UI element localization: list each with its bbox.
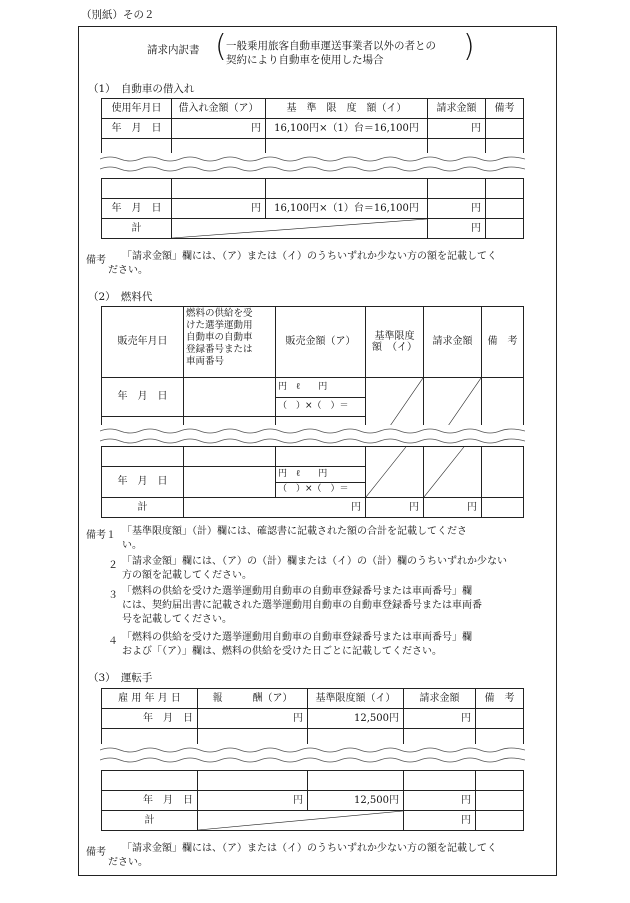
section3-heading: （3） 運転手: [88, 672, 153, 684]
total-remark: [476, 811, 524, 831]
section1-table-bottom: [101, 178, 524, 239]
col-limit: 基 準 限 度 額（イ）: [266, 99, 428, 119]
row-date: 年 月 日: [102, 791, 198, 811]
section2-table-top: [101, 306, 524, 437]
col-limit-line2: 額 （イ）: [372, 342, 417, 353]
row-claim: 円: [428, 199, 486, 219]
title-condition-line1: 一般乗用旅客自動車運送事業者以外の者との: [226, 40, 436, 52]
col-limit: [366, 307, 424, 378]
col-limit-line1: 基準限度: [374, 330, 415, 342]
row-claim-diagonal: [424, 447, 482, 498]
table-break: [100, 153, 525, 175]
col-claim: 請求金額: [424, 307, 482, 378]
table-row: [102, 378, 524, 398]
section2-note3-label: ３: [108, 590, 118, 601]
row-claim: 円: [404, 709, 476, 729]
col-vehicle-reg: [184, 307, 276, 378]
section2-heading: （2） 燃料代: [88, 291, 153, 303]
table-header-row: [102, 689, 524, 709]
table-header-row: [102, 307, 524, 378]
table-row: [102, 199, 524, 219]
total-claim: 円: [404, 811, 476, 831]
total-diagonal-cell: [198, 811, 404, 831]
table-row-empty: [102, 771, 524, 791]
section2-note1-label: 備考１: [86, 530, 116, 541]
total-label: 計: [102, 498, 184, 518]
section2-note3-line1: 「燃料の供給を受けた選挙運動用自動車の自動車登録番号または車両番号」欄: [122, 586, 472, 597]
row-remark: [476, 791, 524, 811]
section2-note2-line2: 方の額を記載してください。: [122, 570, 252, 581]
row-remark: [476, 709, 524, 729]
col-date: 使用年月日: [102, 99, 172, 119]
total-remark: [482, 498, 524, 518]
section2-note2-label: ２: [108, 560, 118, 571]
table-header-row: [102, 99, 524, 119]
page-title: 請求内訳書: [147, 44, 200, 56]
section2-note1-line1: 「基準限度額」（計）欄には、確認書に記載された額の合計を記載してくださ: [122, 526, 467, 537]
table-row: [102, 791, 524, 811]
row-limit: 16,100円×（1）台＝16,100円: [266, 119, 428, 139]
row-sales-line2: （ ）×（ ）＝: [276, 482, 366, 498]
total-row: [102, 219, 524, 239]
total-claim: 円: [428, 219, 486, 239]
row-amount: 円: [172, 119, 266, 139]
row-vehicle-reg: [184, 467, 276, 498]
row-remark: [486, 199, 524, 219]
section2-note4-line1: 「燃料の供給を受けた選挙運動用自動車の自動車登録番号または車両番号」欄: [122, 632, 472, 643]
title-condition-line2: 契約により自動車を使用した場合: [226, 54, 384, 66]
row-claim: 円: [404, 791, 476, 811]
section2-note3-line3: 号を記載してください。: [122, 614, 232, 625]
row-limit: 16,100円×（1）台＝16,100円: [266, 199, 428, 219]
row-vehicle-reg: [184, 378, 276, 417]
col-remark: 備考: [486, 99, 524, 119]
row-pay: 円: [198, 709, 308, 729]
col-remark: 備 考: [482, 307, 524, 378]
row-remark: [482, 447, 524, 498]
table-break: [100, 744, 525, 766]
section2-note4-label: ４: [108, 636, 118, 647]
section3-note-line2: ださい。: [108, 857, 148, 868]
row-date: 年 月 日: [102, 709, 198, 729]
row-remark: [486, 119, 524, 139]
total-claim: 円: [424, 498, 482, 518]
total-label: 計: [102, 811, 198, 831]
row-limit: 12,500円: [308, 791, 404, 811]
row-sales-line2: （ ）×（ ）＝: [276, 397, 366, 417]
table-row-empty: [102, 447, 524, 467]
section2-note4-line2: および「（ア）」欄は、燃料の供給を受けた日ごとに記載してください。: [122, 646, 442, 657]
col-vehicle-reg-line1: 燃料の供給を受: [186, 308, 253, 319]
total-sales: 円: [184, 498, 366, 518]
col-sales: 販売金額（ア）: [276, 307, 366, 378]
total-label: 計: [102, 219, 172, 239]
section2-note1-line2: い。: [122, 540, 142, 551]
row-pay: 円: [198, 791, 308, 811]
section3-table-top: [101, 688, 524, 749]
section1-note-label: 備考: [86, 255, 106, 266]
col-remark: 備 考: [476, 689, 524, 709]
total-row: [102, 498, 524, 518]
right-bracket: ): [463, 29, 475, 64]
section3-note-label: 備考: [86, 847, 106, 858]
section2-table-bottom: [101, 446, 524, 518]
col-vehicle-reg-line2: けた選挙運動用: [186, 319, 253, 331]
header-label: （別紙）その２: [81, 9, 155, 21]
table-row: [102, 709, 524, 729]
section1-note-line2: ださい。: [108, 265, 148, 276]
col-limit: 基準限度額（イ）: [308, 689, 404, 709]
col-claim: 請求金額: [404, 689, 476, 709]
section1-note-line1: 「請求金額」欄には、（ア）または（イ）のうちいずれか少ない方の額を記載してく: [122, 251, 497, 262]
col-vehicle-reg-line4: 登録番号または: [186, 343, 253, 355]
total-limit: 円: [366, 498, 424, 518]
row-claim: 円: [428, 119, 486, 139]
row-amount: 円: [172, 199, 266, 219]
row-date: 年 月 日: [102, 378, 184, 417]
col-amount: 借入れ金額（ア）: [172, 99, 266, 119]
row-date: 年 月 日: [102, 199, 172, 219]
left-bracket: (: [215, 29, 227, 64]
col-pay: 報 酬（ア）: [198, 689, 308, 709]
table-break: [100, 425, 525, 447]
section2-note2-line1: 「請求金額」欄には、（ア）の（計）欄または（イ）の（計）欄のうちいずれか少ない: [122, 556, 507, 567]
section3-table-bottom: [101, 770, 524, 831]
section3-note-line1: 「請求金額」欄には、（ア）または（イ）のうちいずれか少ない方の額を記載してく: [122, 843, 497, 854]
table-row: [102, 119, 524, 139]
col-vehicle-reg-line5: 車両番号: [186, 355, 225, 367]
col-date: 雇 用 年 月 日: [102, 689, 198, 709]
col-vehicle-reg-line3: 自動車の自動車: [186, 331, 253, 343]
col-claim: 請求金額: [428, 99, 486, 119]
table-row-empty: [102, 179, 524, 199]
section1-heading: （1） 自動車の借入れ: [88, 83, 195, 95]
row-sales-line1: 円 ℓ 円: [276, 378, 366, 398]
col-date: 販売年月日: [102, 307, 184, 378]
row-sales-line1: 円 ℓ 円: [276, 467, 366, 483]
total-row: [102, 811, 524, 831]
row-limit-diagonal: [366, 447, 424, 498]
row-date: 年 月 日: [102, 467, 184, 498]
section1-table-top: [101, 98, 524, 159]
section2-note3-line2: には、契約届出書に記載された選挙運動用自動車の自動車登録番号または車両番: [122, 600, 482, 611]
total-remark: [486, 219, 524, 239]
row-limit: 12,500円: [308, 709, 404, 729]
row-date: 年 月 日: [102, 119, 172, 139]
total-diagonal-cell: [172, 219, 428, 239]
